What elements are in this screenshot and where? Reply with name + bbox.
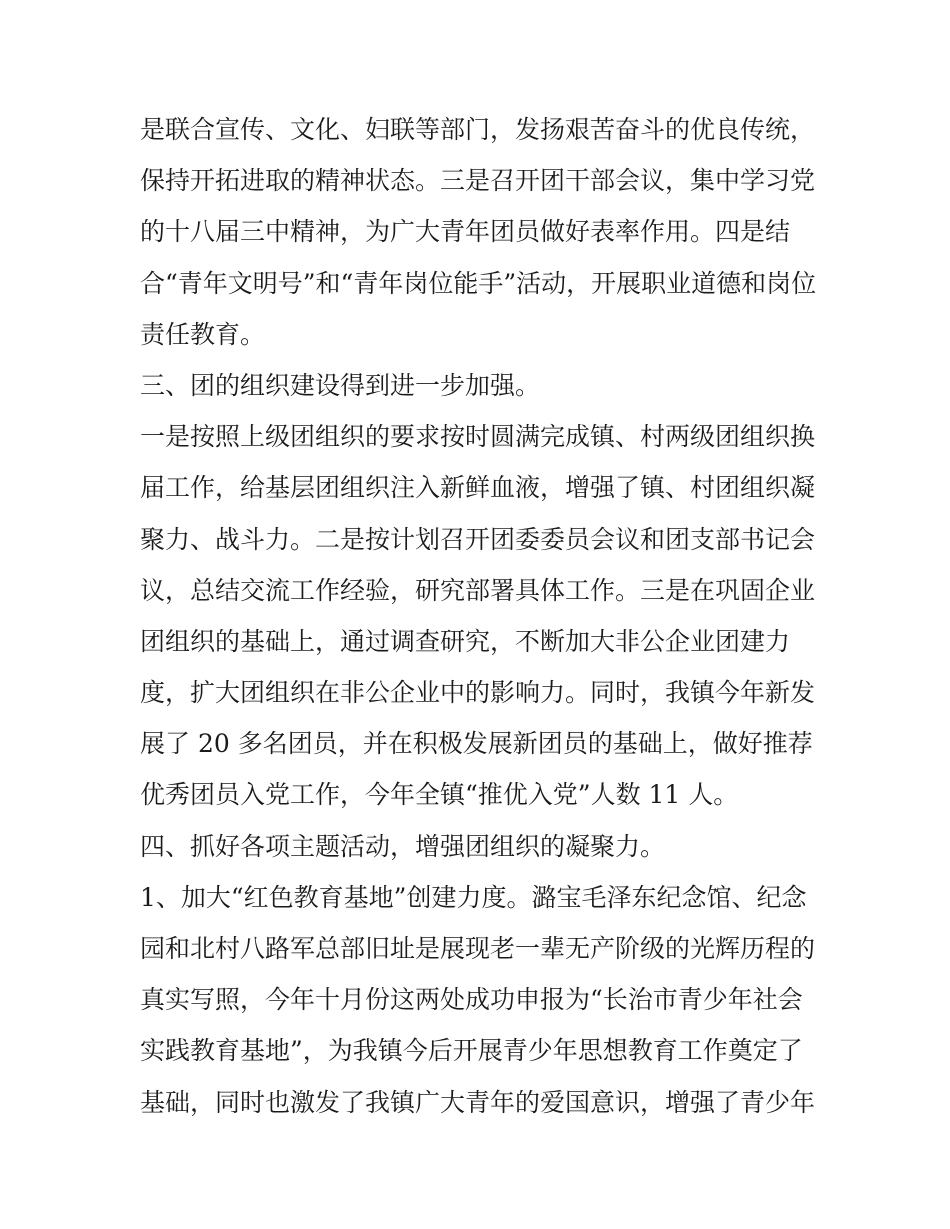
text-line: 届工作，给基层团组织注入新鲜血液，增强了镇、村团组织凝 [140, 473, 816, 503]
text-line: 真实写照，今年十月份这两处成功申报为“长治市青少年社会 [140, 985, 803, 1015]
text-line: 是联合宣传、文化、妇联等部门，发扬艰苦奋斗的优良传统， [140, 115, 816, 144]
text-line: 1、加大“红色教育基地”创建力度。潞宝毛泽东纪念馆、纪念 [140, 882, 807, 912]
text-line: 合“青年文明号”和“青年岗位能手”活动，开展职业道德和岗位 [140, 268, 817, 298]
text-line: 基础，同时也激发了我镇广大青年的爱国意识，增强了青少年 [140, 1087, 816, 1117]
text-line: 优秀团员入党工作，今年全镇“推优入党”人数 11 人。 [140, 780, 739, 810]
text-line: 责任教育。 [140, 319, 266, 349]
text-line: 园和北村八路军总部旧址是展现老一辈无产阶级的光辉历程的 [140, 934, 816, 963]
section-heading: 三、团的组织建设得到进一步加强。 [140, 370, 541, 400]
body-text [140, 104, 820, 1128]
text-line: 展了 20 多名团员，并在积极发展新团员的基础上，做好推荐 [140, 729, 813, 759]
text-line: 团组织的基础上，通过调查研究，不断加大非公企业团建力 [140, 626, 791, 656]
text-line: 议，总结交流工作经验，研究部署具体工作。三是在巩固企业 [140, 575, 816, 605]
section-heading: 四、抓好各项主题活动，增强团组织的凝聚力。 [140, 831, 666, 861]
text-line: 度，扩大团组织在非公企业中的影响力。同时，我镇今年新发 [140, 678, 816, 708]
text-line: 的十八届三中精神，为广大青年团员做好表率作用。四是结 [140, 217, 791, 247]
text-line: 实践教育基地”，为我镇今后开展青少年思想教育工作奠定了 [140, 1036, 803, 1066]
text-line: 聚力、战斗力。二是按计划召开团委委员会议和团支部书记会 [140, 524, 816, 554]
text-line: 一是按照上级团组织的要求按时圆满完成镇、村两级团组织换 [140, 422, 816, 452]
text-line: 保持开拓进取的精神状态。三是召开团干部会议，集中学习党 [140, 166, 816, 196]
